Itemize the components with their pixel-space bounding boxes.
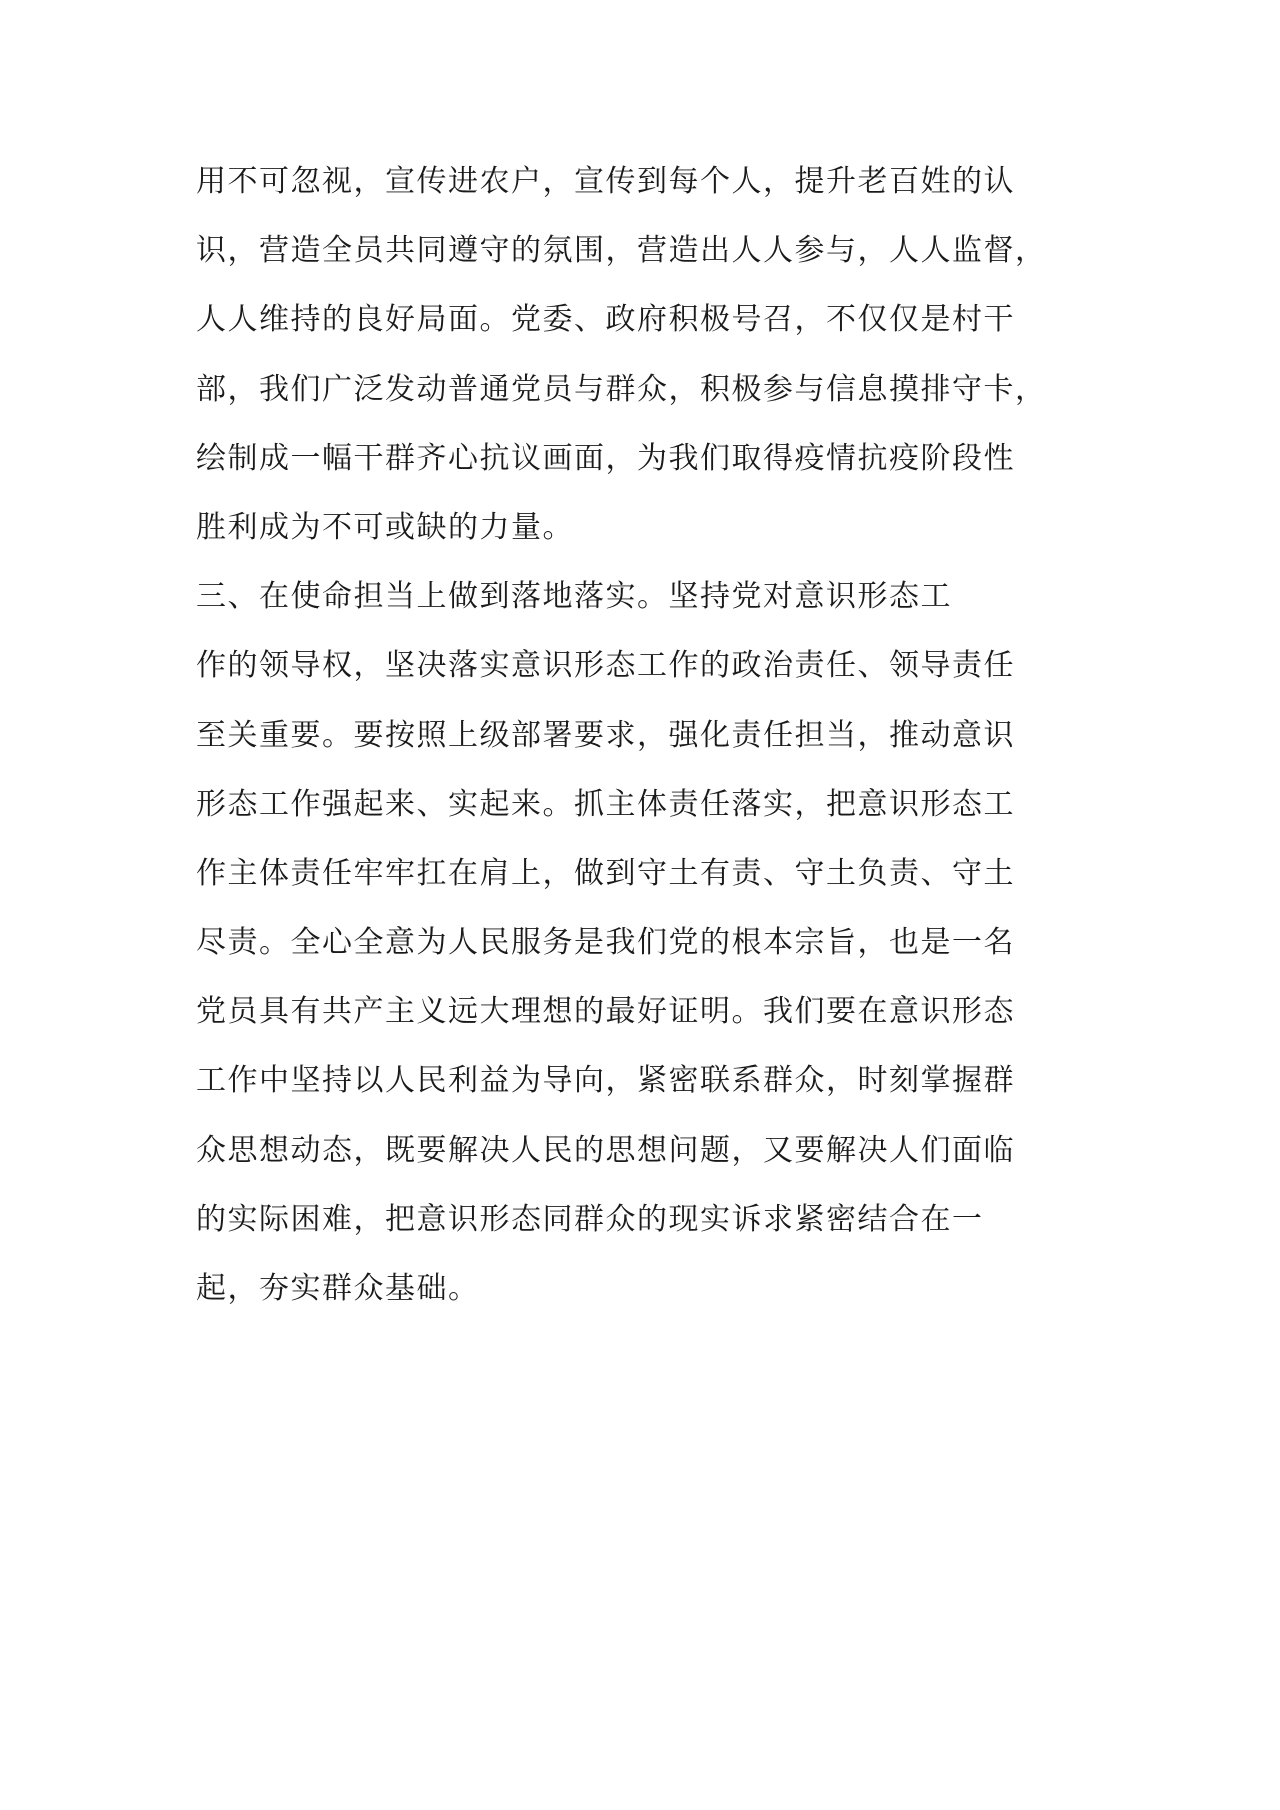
text-line: 尽责。全心全意为人民服务是我们党的根本宗旨，也是一名 — [196, 925, 1015, 961]
text-line: 用不可忽视，宣传进农户，宣传到每个人，提升老百姓的认 — [196, 164, 1015, 199]
text-line: 起，夯实群众基础。 — [196, 1271, 480, 1306]
text-line: 绘制成一幅干群齐心抗议画面，为我们取得疫情抗疫阶段性 — [196, 440, 1015, 476]
text-line: 胜利成为不可或缺的力量。 — [196, 509, 574, 545]
text-line: 作主体责任牢牢扛在肩上，做到守土有责、守土负责、守土 — [196, 855, 1015, 891]
text-line: 至关重要。要按照上级部署要求，强化责任担当，推动意识 — [196, 717, 1015, 753]
text-line: 形态工作强起来、实起来。抓主体责任落实，把意识形态工 — [196, 786, 1015, 822]
text-line: 工作中坚持以人民利益为导向，紧密联系群众，时刻掌握群 — [196, 1063, 1015, 1099]
text-line: 众思想动态，既要解决人民的思想问题，又要解决人们面临 — [196, 1132, 1015, 1168]
text-line: 部，我们广泛发动普通党员与群众，积极参与信息摸排守卡， — [196, 371, 1047, 407]
text-line: 作的领导权，坚决落实意识形态工作的政治责任、领导责任 — [196, 648, 1015, 684]
text-line: 识，营造全员共同遵守的氛围，营造出人人参与，人人监督， — [196, 233, 1047, 269]
text-line: 人人维持的良好局面。党委、政府积极号召，不仅仅是村干 — [196, 302, 1015, 338]
body-text — [196, 162, 1096, 1338]
text-line: 党员具有共产主义远大理想的最好证明。我们要在意识形态 — [196, 994, 1015, 1030]
section-heading-line: 三、在使命担当上做到落地落实。坚持党对意识形态工 — [196, 579, 952, 615]
text-line: 的实际困难，把意识形态同群众的现实诉求紧密结合在一 — [196, 1201, 984, 1237]
